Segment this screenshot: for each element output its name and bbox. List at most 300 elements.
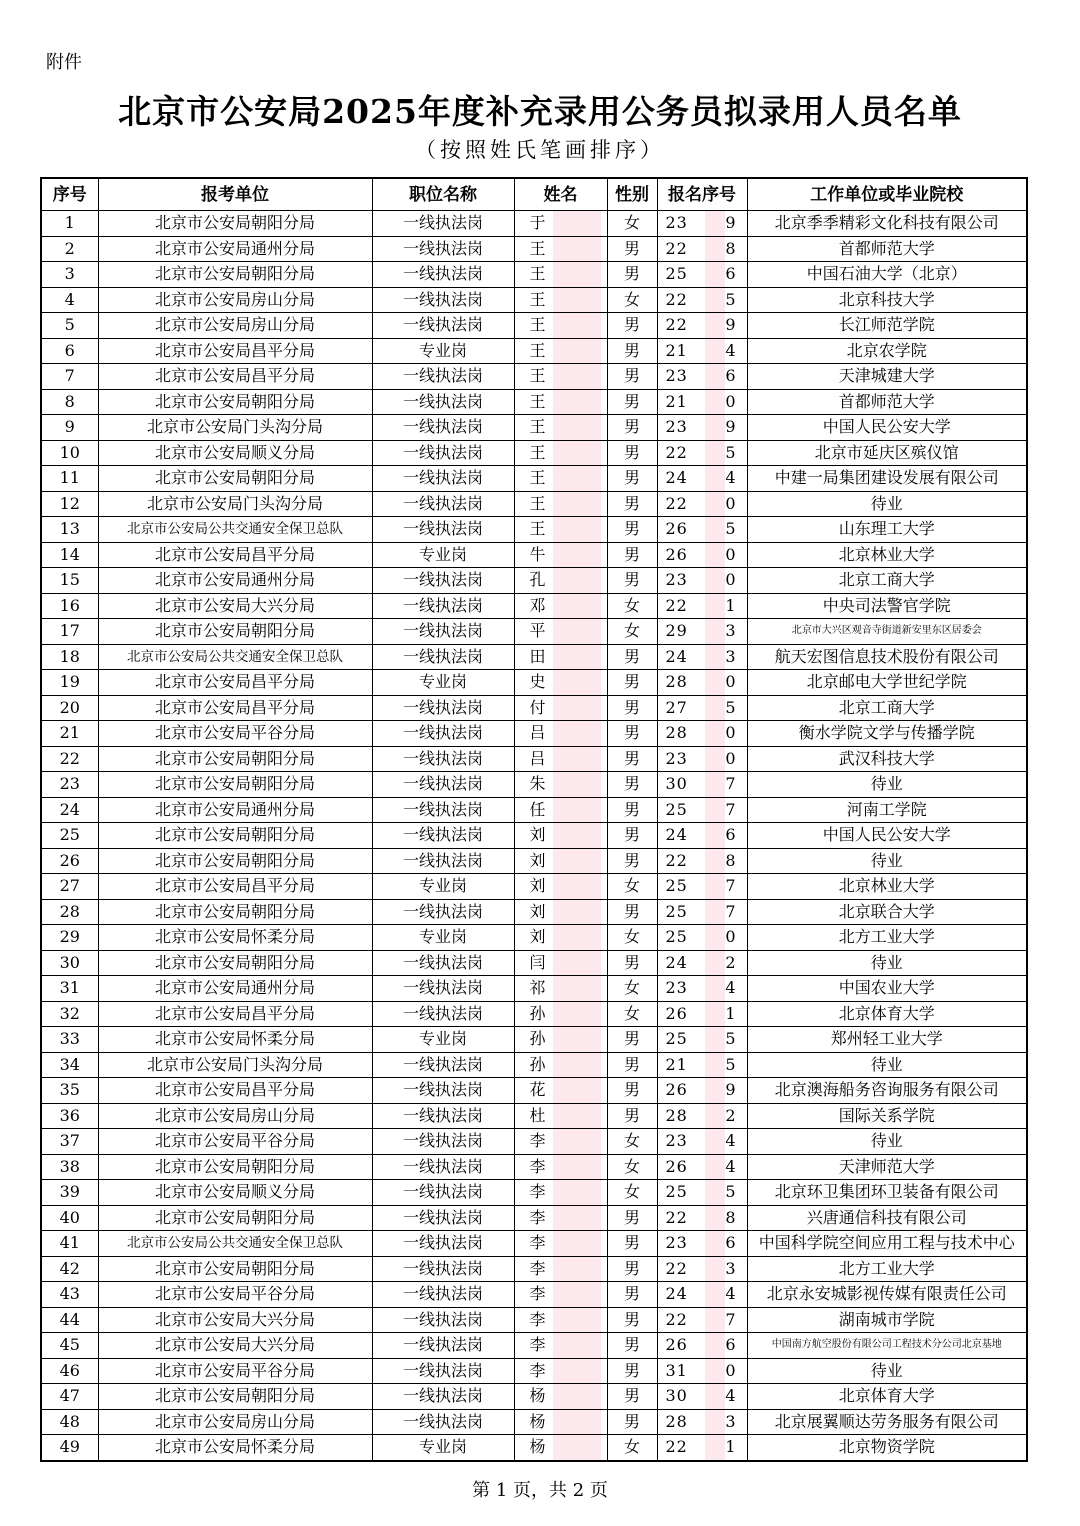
cell-reg-no	[657, 1358, 747, 1384]
table-row	[41, 976, 1027, 1002]
cell-reg-no	[657, 797, 747, 823]
cell-gender: 男	[607, 415, 657, 441]
redaction-mask	[705, 1027, 725, 1052]
table-row	[41, 466, 1027, 492]
cell-school: 北京季季精彩文化科技有限公司	[747, 211, 1027, 237]
cell-school: 北京永安城影视传媒有限责任公司	[747, 1282, 1027, 1308]
reg-no-tail: 8	[725, 850, 737, 870]
cell-reg-no	[657, 823, 747, 849]
cell-position: 专业岗	[372, 670, 514, 696]
redaction-mask	[553, 900, 601, 925]
cell-no: 11	[41, 466, 98, 492]
name-text: 牛	[529, 544, 546, 564]
cell-school: 待业	[747, 848, 1027, 874]
table-row	[41, 568, 1027, 594]
redaction-mask	[553, 1104, 601, 1129]
cell-reg-no	[657, 746, 747, 772]
cell-no: 27	[41, 874, 98, 900]
cell-unit: 北京市公安局大兴分局	[98, 1333, 372, 1359]
redaction-mask	[553, 1206, 601, 1231]
cell-reg-no	[657, 313, 747, 339]
cell-reg-no	[657, 491, 747, 517]
cell-unit: 北京市公安局昌平分局	[98, 542, 372, 568]
reg-no-head: 22	[665, 493, 688, 513]
reg-no-tail: 3	[725, 1411, 737, 1431]
redaction-mask	[705, 364, 725, 389]
cell-position: 一线执法岗	[372, 1282, 514, 1308]
name-text: 吕	[529, 748, 546, 768]
cell-name	[514, 211, 607, 237]
cell-school: 待业	[747, 1129, 1027, 1155]
redaction-mask	[553, 798, 601, 823]
cell-school: 河南工学院	[747, 797, 1027, 823]
table-row	[41, 848, 1027, 874]
table-row	[41, 211, 1027, 237]
reg-no-tail: 8	[725, 1207, 737, 1227]
cell-position: 一线执法岗	[372, 440, 514, 466]
reg-no-head: 22	[665, 289, 688, 309]
name-text: 付	[529, 697, 546, 717]
reg-no-head: 31	[665, 1360, 688, 1380]
cell-school: 北京联合大学	[747, 899, 1027, 925]
cell-position: 一线执法岗	[372, 1409, 514, 1435]
cell-unit: 北京市公安局朝阳分局	[98, 262, 372, 288]
cell-name	[514, 466, 607, 492]
reg-no-tail: 9	[725, 213, 737, 232]
reg-no-tail: 8	[725, 238, 737, 258]
cell-gender: 男	[607, 1205, 657, 1231]
table-row	[41, 1435, 1027, 1461]
redaction-mask	[705, 415, 725, 440]
name-text: 王	[529, 366, 546, 386]
redaction-mask	[705, 1410, 725, 1435]
cell-name	[514, 695, 607, 721]
reg-no-head: 23	[665, 366, 688, 386]
cell-no: 22	[41, 746, 98, 772]
table-row	[41, 823, 1027, 849]
reg-no-tail: 9	[725, 315, 737, 334]
document-subtitle: （按照姓氏笔画排序）	[415, 138, 665, 162]
redaction-mask	[553, 517, 601, 542]
cell-name	[514, 1180, 607, 1206]
name-text: 李	[529, 1360, 546, 1380]
table-row	[41, 313, 1027, 339]
cell-unit: 北京市公安局朝阳分局	[98, 466, 372, 492]
cell-name	[514, 874, 607, 900]
reg-no-head: 25	[665, 901, 688, 921]
cell-unit: 北京市公安局平谷分局	[98, 1282, 372, 1308]
name-text: 李	[529, 1182, 546, 1202]
reg-no-tail: 9	[725, 1080, 737, 1099]
name-text: 李	[529, 1335, 546, 1355]
cell-gender: 男	[607, 1307, 657, 1333]
cell-school: 中建一局集团建设发展有限公司	[747, 466, 1027, 492]
reg-no-tail: 1	[725, 1437, 737, 1456]
reg-no-tail: 6	[725, 1335, 737, 1354]
cell-school: 中国科学院空间应用工程与技术中心	[747, 1231, 1027, 1257]
reg-no-head: 27	[665, 697, 688, 717]
cell-school: 北京展翼顺达劳务服务有限公司	[747, 1409, 1027, 1435]
redaction-mask	[553, 823, 601, 848]
reg-no-head: 28	[665, 1105, 688, 1125]
reg-no-tail: 4	[725, 1131, 737, 1150]
redaction-mask	[553, 441, 601, 466]
cell-unit: 北京市公安局平谷分局	[98, 1129, 372, 1155]
redaction-mask	[553, 670, 601, 695]
cell-gender: 男	[607, 1282, 657, 1308]
cell-school: 待业	[747, 772, 1027, 798]
cell-position: 一线执法岗	[372, 593, 514, 619]
cell-school: 山东理工大学	[747, 517, 1027, 543]
reg-no-tail: 7	[725, 1309, 737, 1329]
reg-no-tail: 4	[725, 340, 737, 360]
redaction-mask	[705, 823, 725, 848]
cell-gender: 女	[607, 874, 657, 900]
name-text: 朱	[529, 774, 546, 794]
cell-gender: 男	[607, 1027, 657, 1053]
cell-name	[514, 950, 607, 976]
cell-no: 41	[41, 1231, 98, 1257]
cell-position: 一线执法岗	[372, 1078, 514, 1104]
reg-no-head: 22	[665, 1437, 688, 1457]
cell-school: 北京农学院	[747, 338, 1027, 364]
reg-no-head: 24	[665, 1284, 688, 1304]
cell-school: 中国农业大学	[747, 976, 1027, 1002]
table-row	[41, 644, 1027, 670]
table-row	[41, 797, 1027, 823]
cell-reg-no	[657, 1154, 747, 1180]
cell-name	[514, 262, 607, 288]
redaction-mask	[705, 1308, 725, 1333]
table-row	[41, 950, 1027, 976]
cell-gender: 男	[607, 772, 657, 798]
table-row	[41, 1256, 1027, 1282]
redaction-mask	[705, 1129, 725, 1154]
table-row	[41, 721, 1027, 747]
cell-reg-no	[657, 925, 747, 951]
redaction-mask	[705, 925, 725, 950]
reg-no-tail: 6	[725, 366, 737, 385]
reg-no-tail: 4	[725, 1156, 737, 1176]
cell-unit: 北京市公安局朝阳分局	[98, 389, 372, 415]
cell-gender: 女	[607, 619, 657, 645]
redaction-mask	[553, 237, 601, 262]
table-row	[41, 236, 1027, 262]
cell-position: 一线执法岗	[372, 976, 514, 1002]
cell-no: 46	[41, 1358, 98, 1384]
table-row	[41, 1103, 1027, 1129]
redaction-mask	[705, 1180, 725, 1205]
reg-no-head: 26	[665, 519, 688, 539]
cell-reg-no	[657, 466, 747, 492]
column-header-position: 职位名称	[372, 178, 514, 211]
redaction-mask	[705, 568, 725, 593]
table-row	[41, 1078, 1027, 1104]
reg-no-tail: 5	[725, 289, 737, 309]
cell-reg-no	[657, 236, 747, 262]
cell-no: 19	[41, 670, 98, 696]
cell-school: 郑州轻工业大学	[747, 1027, 1027, 1053]
table-row	[41, 491, 1027, 517]
name-text: 杨	[529, 1411, 546, 1431]
cell-school: 待业	[747, 1358, 1027, 1384]
reg-no-tail: 0	[725, 748, 737, 768]
cell-no: 40	[41, 1205, 98, 1231]
cell-school: 北京科技大学	[747, 287, 1027, 313]
cell-gender: 男	[607, 950, 657, 976]
reg-no-head: 23	[665, 417, 688, 437]
cell-unit: 北京市公安局平谷分局	[98, 721, 372, 747]
reg-no-tail: 3	[725, 646, 737, 666]
table-row	[41, 695, 1027, 721]
cell-no: 8	[41, 389, 98, 415]
cell-unit: 北京市公安局房山分局	[98, 313, 372, 339]
cell-reg-no	[657, 1307, 747, 1333]
cell-unit: 北京市公安局昌平分局	[98, 364, 372, 390]
redaction-mask	[705, 517, 725, 542]
cell-position: 一线执法岗	[372, 1358, 514, 1384]
redaction-mask	[553, 1435, 601, 1460]
redaction-mask	[553, 849, 601, 874]
cell-reg-no	[657, 1027, 747, 1053]
cell-position: 一线执法岗	[372, 211, 514, 237]
cell-position: 一线执法岗	[372, 491, 514, 517]
cell-name	[514, 1001, 607, 1027]
redaction-mask	[705, 1002, 725, 1027]
cell-unit: 北京市公安局朝阳分局	[98, 1256, 372, 1282]
cell-unit: 北京市公安局大兴分局	[98, 1307, 372, 1333]
redaction-mask	[705, 466, 725, 491]
cell-school: 天津城建大学	[747, 364, 1027, 390]
name-text: 祁	[529, 978, 546, 998]
name-text: 王	[529, 264, 546, 284]
name-text: 平	[529, 621, 546, 641]
document-title: 北京市公安局2025年度补充录用公务员拟录用人员名单	[118, 92, 962, 131]
cell-name	[514, 1333, 607, 1359]
redaction-mask	[553, 951, 601, 976]
redaction-mask	[705, 951, 725, 976]
cell-no: 10	[41, 440, 98, 466]
redaction-mask	[705, 1104, 725, 1129]
name-text: 邓	[529, 595, 546, 615]
cell-reg-no	[657, 1435, 747, 1461]
cell-name	[514, 1358, 607, 1384]
attachment-label: 附件	[46, 52, 82, 73]
cell-reg-no	[657, 1231, 747, 1257]
cell-reg-no	[657, 1052, 747, 1078]
name-text: 刘	[529, 927, 546, 947]
table-row	[41, 415, 1027, 441]
cell-unit: 北京市公安局朝阳分局	[98, 823, 372, 849]
redaction-mask	[553, 1384, 601, 1409]
reg-no-head: 26	[665, 1080, 688, 1100]
cell-school: 天津师范大学	[747, 1154, 1027, 1180]
cell-school: 中国石油大学（北京）	[747, 262, 1027, 288]
reg-no-head: 22	[665, 442, 688, 462]
cell-gender: 女	[607, 1180, 657, 1206]
redaction-mask	[553, 313, 601, 338]
cell-school: 航天宏图信息技术股份有限公司	[747, 644, 1027, 670]
cell-unit: 北京市公安局通州分局	[98, 568, 372, 594]
cell-gender: 男	[607, 236, 657, 262]
cell-name	[514, 568, 607, 594]
cell-position: 一线执法岗	[372, 721, 514, 747]
table-row	[41, 338, 1027, 364]
redaction-mask	[705, 237, 725, 262]
reg-no-tail: 7	[725, 774, 737, 793]
cell-school: 湖南城市学院	[747, 1307, 1027, 1333]
cell-name	[514, 1205, 607, 1231]
cell-reg-no	[657, 1409, 747, 1435]
cell-school: 衡水学院文学与传播学院	[747, 721, 1027, 747]
name-text: 王	[529, 289, 546, 309]
cell-no: 17	[41, 619, 98, 645]
redaction-mask	[705, 1435, 725, 1460]
name-text: 王	[529, 519, 546, 539]
cell-school: 北京环卫集团环卫装备有限公司	[747, 1180, 1027, 1206]
name-text: 李	[529, 1156, 546, 1176]
cell-reg-no	[657, 338, 747, 364]
name-text: 李	[529, 1131, 546, 1151]
cell-unit: 北京市公安局昌平分局	[98, 874, 372, 900]
cell-no: 42	[41, 1256, 98, 1282]
cell-name	[514, 593, 607, 619]
cell-gender: 男	[607, 466, 657, 492]
redaction-mask	[705, 1384, 725, 1409]
cell-unit: 北京市公安局朝阳分局	[98, 619, 372, 645]
cell-unit: 北京市公安局通州分局	[98, 236, 372, 262]
reg-no-head: 24	[665, 646, 688, 666]
redaction-mask	[705, 1078, 725, 1103]
cell-gender: 男	[607, 848, 657, 874]
redaction-mask	[705, 288, 725, 313]
cell-no: 21	[41, 721, 98, 747]
redaction-mask	[553, 1231, 601, 1256]
cell-school: 兴唐通信科技有限公司	[747, 1205, 1027, 1231]
name-text: 李	[529, 1207, 546, 1227]
cell-unit: 北京市公安局顺义分局	[98, 440, 372, 466]
redaction-mask	[553, 925, 601, 950]
cell-name	[514, 415, 607, 441]
name-text: 孙	[529, 1054, 546, 1074]
redaction-mask	[553, 364, 601, 389]
cell-gender: 男	[607, 644, 657, 670]
cell-gender: 男	[607, 1256, 657, 1282]
name-text: 吕	[529, 723, 546, 743]
cell-reg-no	[657, 287, 747, 313]
cell-gender: 男	[607, 1384, 657, 1410]
cell-no: 34	[41, 1052, 98, 1078]
redaction-mask	[553, 594, 601, 619]
cell-position: 一线执法岗	[372, 1256, 514, 1282]
redaction-mask	[553, 568, 601, 593]
redaction-mask	[705, 849, 725, 874]
name-text: 杜	[529, 1105, 546, 1125]
reg-no-head: 28	[665, 672, 688, 692]
cell-name	[514, 746, 607, 772]
cell-position: 一线执法岗	[372, 797, 514, 823]
cell-name	[514, 1256, 607, 1282]
reg-no-tail: 0	[725, 391, 737, 411]
cell-no: 13	[41, 517, 98, 543]
cell-gender: 男	[607, 568, 657, 594]
cell-no: 6	[41, 338, 98, 364]
cell-position: 专业岗	[372, 338, 514, 364]
cell-unit: 北京市公安局通州分局	[98, 797, 372, 823]
redaction-mask	[705, 390, 725, 415]
cell-no: 24	[41, 797, 98, 823]
cell-unit: 北京市公安局朝阳分局	[98, 950, 372, 976]
cell-reg-no	[657, 389, 747, 415]
cell-position: 专业岗	[372, 542, 514, 568]
reg-no-head: 29	[665, 621, 688, 641]
cell-no: 43	[41, 1282, 98, 1308]
cell-reg-no	[657, 976, 747, 1002]
reg-no-head: 23	[665, 570, 688, 590]
cell-position: 一线执法岗	[372, 1129, 514, 1155]
cell-name	[514, 1129, 607, 1155]
redaction-mask	[705, 645, 725, 670]
cell-unit: 北京市公安局公共交通安全保卫总队	[98, 1231, 372, 1257]
name-text: 王	[529, 238, 546, 258]
reg-no-tail: 2	[725, 1105, 737, 1125]
name-text: 王	[529, 442, 546, 462]
table-row	[41, 1333, 1027, 1359]
name-text: 任	[529, 799, 546, 819]
table-row	[41, 440, 1027, 466]
redaction-mask	[553, 747, 601, 772]
cell-gender: 男	[607, 1409, 657, 1435]
reg-no-head: 22	[665, 850, 688, 870]
cell-gender: 男	[607, 899, 657, 925]
cell-gender: 男	[607, 517, 657, 543]
name-text: 杨	[529, 1386, 546, 1406]
cell-gender: 男	[607, 542, 657, 568]
cell-name	[514, 721, 607, 747]
cell-position: 一线执法岗	[372, 695, 514, 721]
cell-no: 33	[41, 1027, 98, 1053]
reg-no-tail: 5	[725, 1029, 737, 1048]
cell-name	[514, 1052, 607, 1078]
redaction-mask	[705, 594, 725, 619]
redaction-mask	[553, 390, 601, 415]
redaction-mask	[705, 1257, 725, 1282]
cell-gender: 女	[607, 1129, 657, 1155]
cell-reg-no	[657, 1078, 747, 1104]
cell-gender: 男	[607, 670, 657, 696]
reg-no-tail: 6	[725, 264, 737, 283]
table-row	[41, 1180, 1027, 1206]
name-text: 于	[529, 213, 546, 233]
table-row	[41, 746, 1027, 772]
name-text: 刘	[529, 901, 546, 921]
reg-no-head: 24	[665, 468, 688, 488]
cell-position: 一线执法岗	[372, 389, 514, 415]
redaction-mask	[705, 441, 725, 466]
cell-unit: 北京市公安局昌平分局	[98, 338, 372, 364]
cell-gender: 男	[607, 364, 657, 390]
cell-position: 一线执法岗	[372, 746, 514, 772]
cell-school: 北京体育大学	[747, 1384, 1027, 1410]
reg-no-tail: 5	[725, 519, 737, 538]
cell-no: 44	[41, 1307, 98, 1333]
name-text: 孔	[529, 570, 546, 590]
cell-reg-no	[657, 1205, 747, 1231]
cell-gender: 女	[607, 925, 657, 951]
cell-name	[514, 848, 607, 874]
cell-reg-no	[657, 517, 747, 543]
redaction-mask	[553, 1053, 601, 1078]
